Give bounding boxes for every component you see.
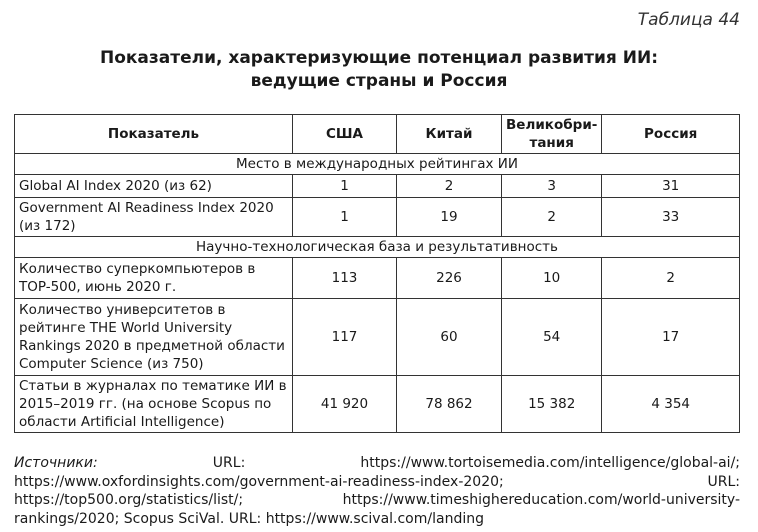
value-russia: 2 bbox=[602, 258, 740, 299]
sources-note bbox=[14, 454, 740, 528]
value-china: 78 862 bbox=[397, 376, 502, 433]
title-line-2: ведущие страны и Россия bbox=[250, 71, 508, 91]
value-china: 2 bbox=[397, 175, 502, 198]
value-usa: 1 bbox=[293, 198, 397, 237]
title-line-1: Показатели, характеризующие потенциал развития ИИ: bbox=[99, 48, 659, 68]
row-label: Global AI Index 2020 (из 62) bbox=[15, 175, 293, 198]
value-uk: 10 bbox=[502, 258, 602, 299]
section-title: Научно-технологическая база и результативность bbox=[15, 237, 740, 258]
value-china: 19 bbox=[397, 198, 502, 237]
row-label: Количество университетов в рейтинге THE World University Rankings 2020 в предметной области Computer Science (из 750) bbox=[15, 299, 293, 376]
value-uk: 3 bbox=[502, 175, 602, 198]
table-row bbox=[15, 376, 740, 433]
value-usa: 113 bbox=[293, 258, 397, 299]
value-uk: 54 bbox=[502, 299, 602, 376]
header-row bbox=[15, 115, 740, 154]
indicators-table bbox=[14, 114, 740, 433]
table-row bbox=[15, 198, 740, 237]
value-uk: 15 382 bbox=[502, 376, 602, 433]
header-russia: Россия bbox=[602, 115, 740, 154]
header-usa: США bbox=[293, 115, 397, 154]
row-label: Количество суперкомпьютеров в TOP-500, июнь 2020 г. bbox=[15, 258, 293, 299]
table-row bbox=[15, 175, 740, 198]
value-russia: 4 354 bbox=[602, 376, 740, 433]
value-china: 226 bbox=[397, 258, 502, 299]
value-china: 60 bbox=[397, 299, 502, 376]
sources-text: URL: https://www.tortoisemedia.com/intelligence/global-ai/; https://www.oxfordinsights.com/government-ai-readiness-index-2020; URL: https://top500.org/statistics/list/; https://www.timeshighereducation.com/world-university-rankings/2020; Scopus SciVal. URL: https://www.scival.com/landing bbox=[14, 455, 741, 527]
table-row bbox=[15, 299, 740, 376]
value-uk: 2 bbox=[502, 198, 602, 237]
header-china: Китай bbox=[397, 115, 502, 154]
value-russia: 33 bbox=[602, 198, 740, 237]
section-row bbox=[15, 237, 740, 258]
page-title bbox=[0, 47, 758, 93]
header-uk: Великобри- тания bbox=[502, 115, 602, 154]
sources-label: Источники: bbox=[14, 455, 98, 471]
value-usa: 41 920 bbox=[293, 376, 397, 433]
row-label: Government AI Readiness Index 2020 (из 172) bbox=[15, 198, 293, 237]
value-russia: 17 bbox=[602, 299, 740, 376]
table-number: Таблица 44 bbox=[637, 10, 740, 30]
value-usa: 117 bbox=[293, 299, 397, 376]
value-russia: 31 bbox=[602, 175, 740, 198]
header-indicator: Показатель bbox=[15, 115, 293, 154]
section-row bbox=[15, 154, 740, 175]
section-title: Место в международных рейтингах ИИ bbox=[15, 154, 740, 175]
row-label: Статьи в журналах по тематике ИИ в 2015–2019 гг. (на основе Scopus по области Artificial Intelligence) bbox=[15, 376, 293, 433]
table-row bbox=[15, 258, 740, 299]
value-usa: 1 bbox=[293, 175, 397, 198]
